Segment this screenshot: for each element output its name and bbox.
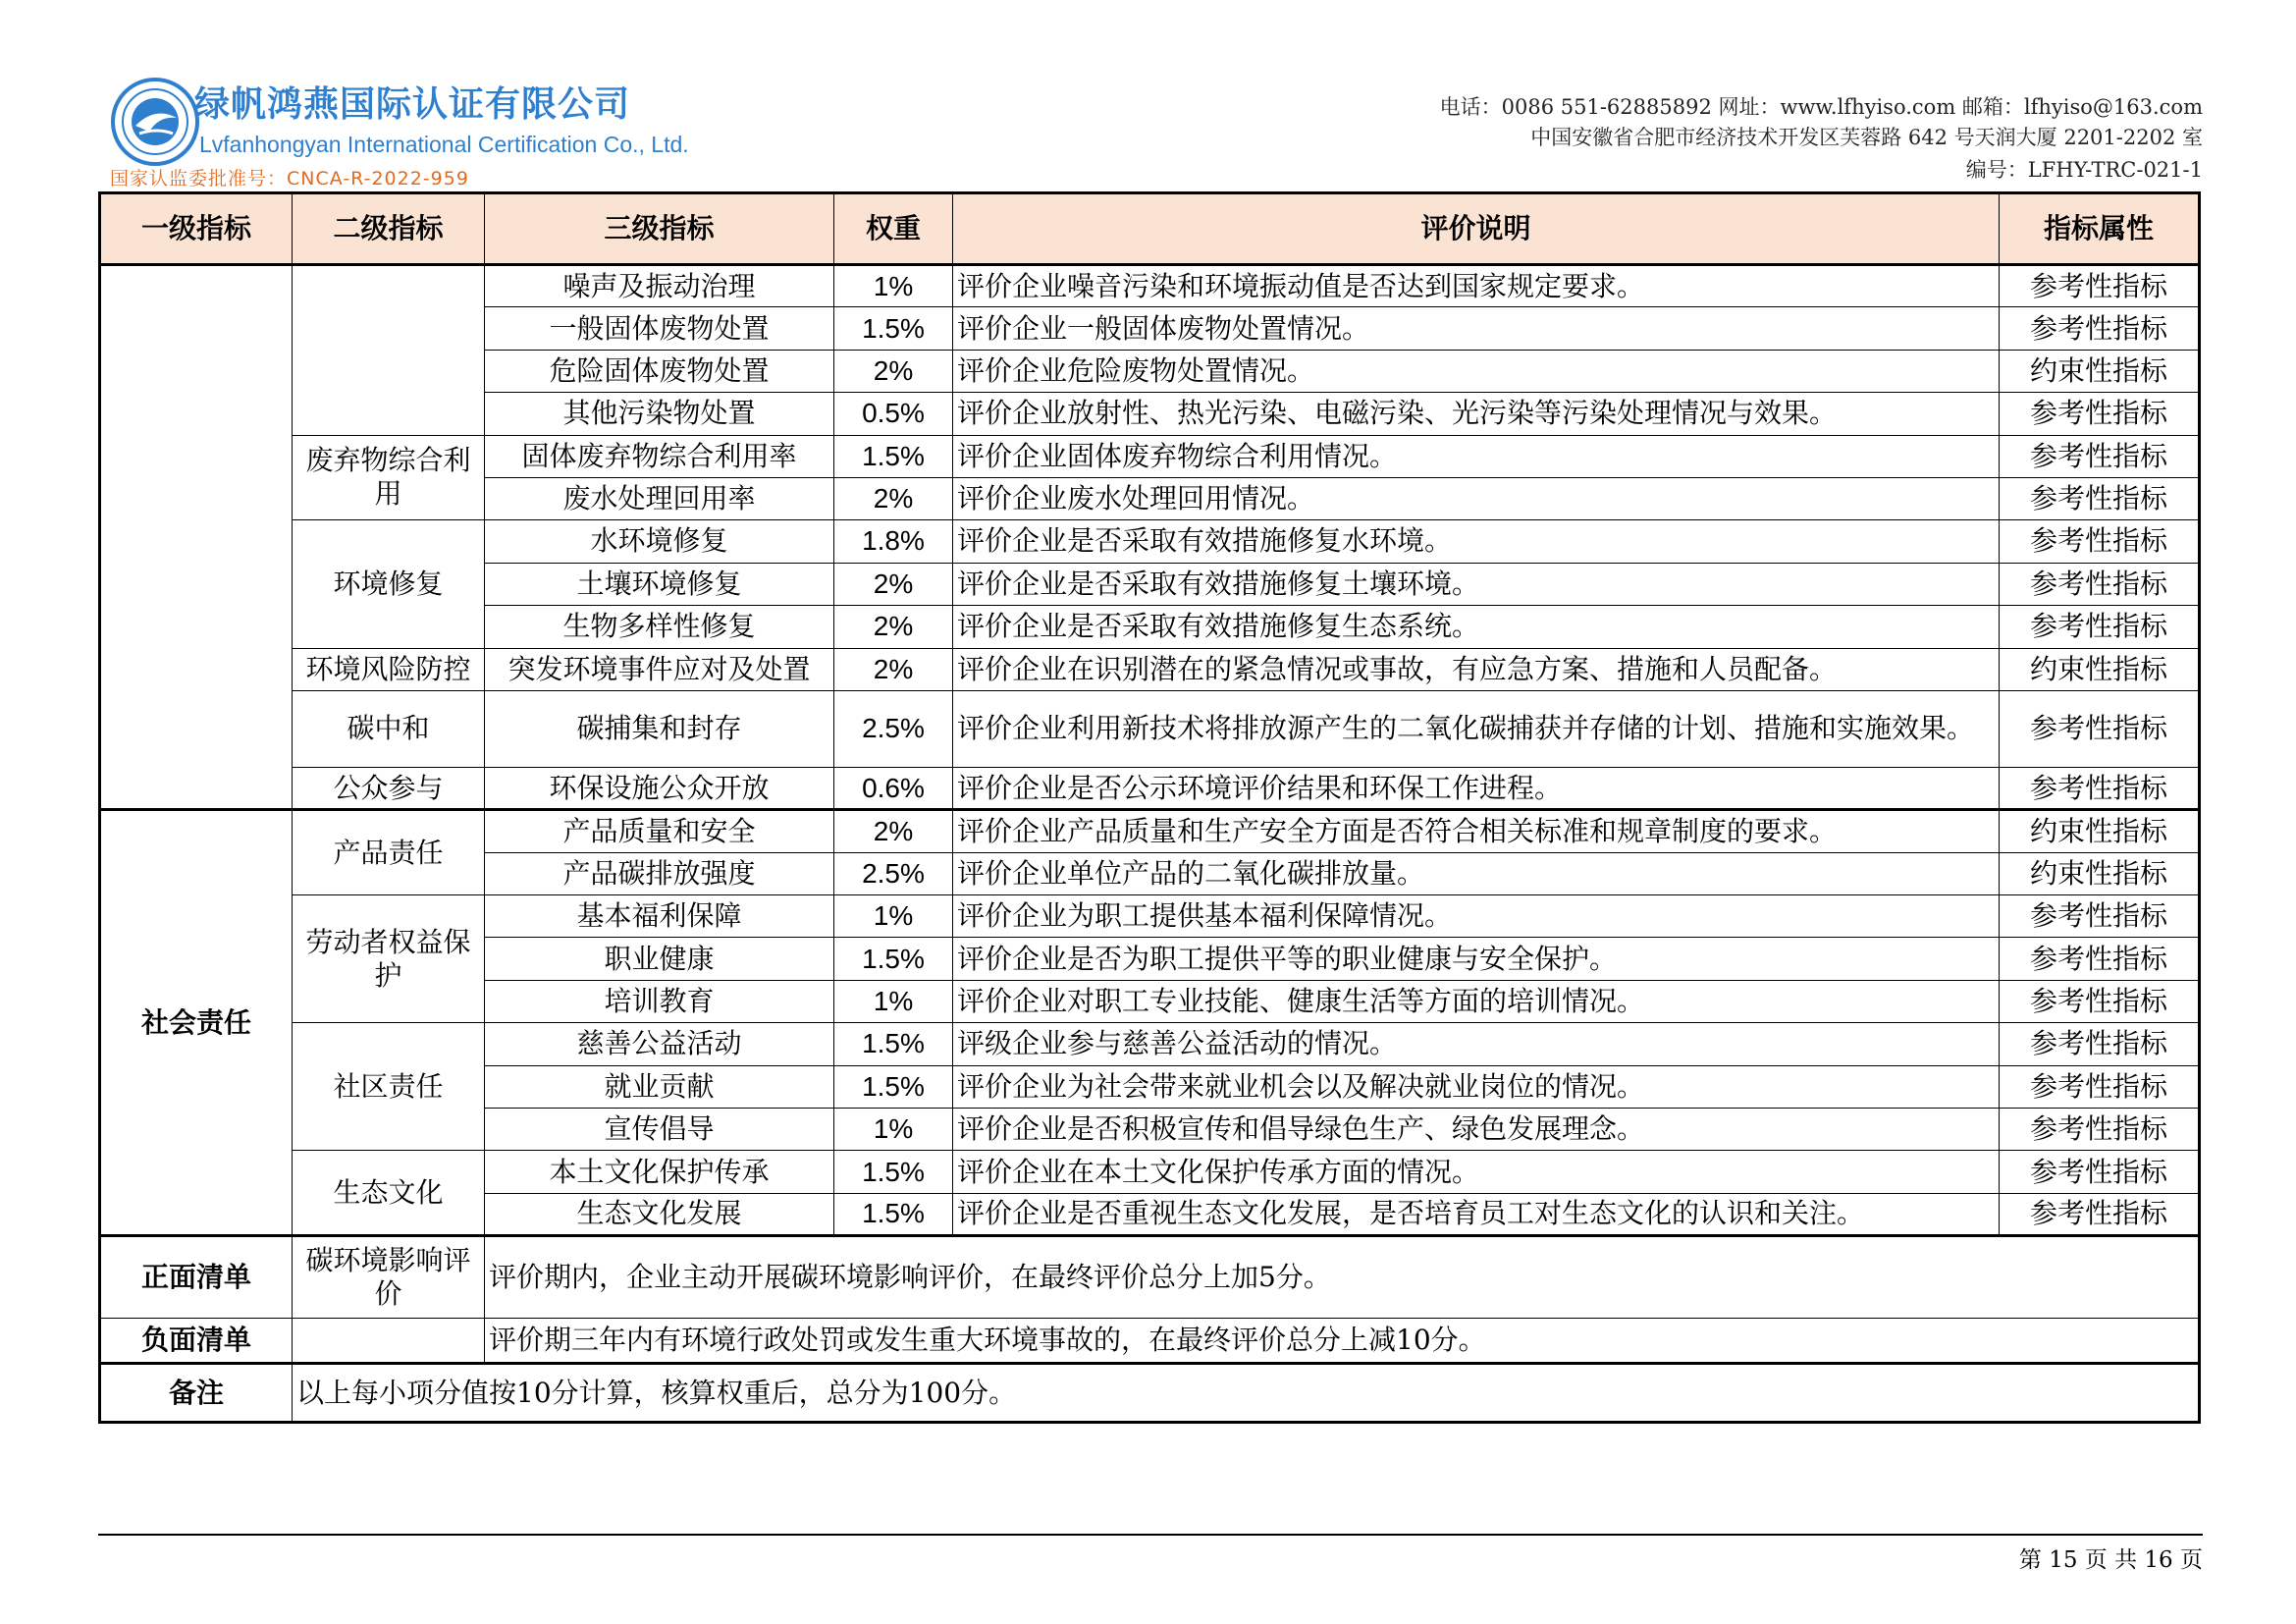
attribute-cell: 参考性指标 [2000,563,2200,605]
attribute-cell: 参考性指标 [2000,938,2200,980]
weight-cell: 1.5% [834,1023,953,1065]
weight-cell: 1% [834,1109,953,1151]
level1-cell-social: 社会责任 [100,810,293,1236]
description-cell: 评价企业是否重视生态文化发展，是否培育员工对生态文化的认识和关注。 [953,1193,2000,1235]
weight-cell: 1% [834,895,953,938]
remark-row [100,1364,2200,1423]
level2-cell: 碳中和 [293,690,485,767]
table-header-row [100,193,2200,265]
document-number: 编号：LFHY-TRC-021-1 [1965,158,2203,182]
attribute-cell: 参考性指标 [2000,265,2200,307]
attribute-cell: 参考性指标 [2000,895,2200,938]
attribute-cell: 参考性指标 [2000,435,2200,477]
positive-list-label: 正面清单 [100,1236,293,1319]
description-cell: 评价企业产品质量和生产安全方面是否符合相关标准和规章制度的要求。 [953,810,2000,852]
description-cell: 评价企业废水处理回用情况。 [953,477,2000,519]
weight-cell: 1.5% [834,1151,953,1193]
company-address: 中国安徽省合肥市经济技术开发区芙蓉路 642 号天润大厦 2201-2202 室 [1530,126,2203,149]
page-number: 第 15 页 共 16 页 [2018,1547,2203,1573]
weight-cell: 1.5% [834,307,953,350]
level2-cell: 环境风险防控 [293,648,485,690]
level3-cell: 培训教育 [485,980,834,1022]
header-level1: 一级指标 [100,193,293,265]
level3-cell: 就业贡献 [485,1065,834,1108]
header-attribute: 指标属性 [2000,193,2200,265]
table-row [100,648,2200,690]
company-logo [110,77,200,167]
level3-cell: 固体废弃物综合利用率 [485,435,834,477]
description-cell: 评价企业对职工专业技能、健康生活等方面的培训情况。 [953,980,2000,1022]
weight-cell: 1% [834,980,953,1022]
weight-cell: 2% [834,477,953,519]
level3-cell: 突发环境事件应对及处置 [485,648,834,690]
level3-cell: 本土文化保护传承 [485,1151,834,1193]
attribute-cell: 参考性指标 [2000,477,2200,519]
level3-cell: 慈善公益活动 [485,1023,834,1065]
negative-list-level2 [293,1319,485,1364]
positive-list-row [100,1236,2200,1319]
level2-cell: 生态文化 [293,1151,485,1236]
level3-cell: 其他污染物处置 [485,393,834,435]
header-level2: 二级指标 [293,193,485,265]
table-row [100,1151,2200,1193]
table-row [100,767,2200,809]
attribute-cell: 约束性指标 [2000,350,2200,392]
weight-cell: 2% [834,350,953,392]
level3-cell: 土壤环境修复 [485,563,834,605]
attribute-cell: 约束性指标 [2000,648,2200,690]
level1-cell [100,265,293,810]
description-cell: 评价企业为社会带来就业机会以及解决就业岗位的情况。 [953,1065,2000,1108]
table-row [100,690,2200,767]
description-cell: 评价企业是否采取有效措施修复水环境。 [953,520,2000,563]
approval-number: 国家认监委批准号：CNCA-R-2022-959 [110,168,469,189]
level2-cell [293,265,485,436]
table-row [100,265,2200,307]
level2-cell: 社区责任 [293,1023,485,1151]
level2-cell: 废弃物综合利用 [293,435,485,520]
level3-cell: 生态文化发展 [485,1193,834,1235]
weight-cell: 1.8% [834,520,953,563]
attribute-cell: 参考性指标 [2000,1065,2200,1108]
level3-cell: 一般固体废物处置 [485,307,834,350]
level3-cell: 职业健康 [485,938,834,980]
footer-divider [98,1534,2203,1536]
table-row [100,810,2200,852]
negative-list-label: 负面清单 [100,1319,293,1364]
table-row [100,435,2200,477]
attribute-cell: 参考性指标 [2000,520,2200,563]
attribute-cell: 约束性指标 [2000,810,2200,852]
description-cell: 评价企业是否积极宣传和倡导绿色生产、绿色发展理念。 [953,1109,2000,1151]
table-row [100,1023,2200,1065]
weight-cell: 2% [834,810,953,852]
description-cell: 评价企业一般固体废物处置情况。 [953,307,2000,350]
weight-cell: 2% [834,606,953,648]
negative-list-text: 评价期三年内有环境行政处罚或发生重大环境事故的，在最终评价总分上减10分。 [485,1319,2200,1364]
attribute-cell: 参考性指标 [2000,393,2200,435]
attribute-cell: 参考性指标 [2000,307,2200,350]
description-cell: 评价企业利用新技术将排放源产生的二氧化碳捕获并存储的计划、措施和实施效果。 [953,690,2000,767]
positive-list-level2: 碳环境影响评价 [293,1236,485,1319]
weight-cell: 2.5% [834,852,953,894]
weight-cell: 1.5% [834,938,953,980]
description-cell: 评价企业是否采取有效措施修复生态系统。 [953,606,2000,648]
table-row [100,520,2200,563]
company-name-en: Lvfanhongyan International Certification Co., Ltd. [199,132,689,157]
description-cell: 评价企业单位产品的二氧化碳排放量。 [953,852,2000,894]
level3-cell: 产品质量和安全 [485,810,834,852]
contact-info: 电话：0086 551-62885892 网址：www.lfhyiso.com 邮箱：lfhyiso@163.com [1439,95,2203,119]
header-weight: 权重 [834,193,953,265]
attribute-cell: 参考性指标 [2000,1193,2200,1235]
level3-cell: 噪声及振动治理 [485,265,834,307]
level3-cell: 碳捕集和封存 [485,690,834,767]
level3-cell: 废水处理回用率 [485,477,834,519]
remark-label: 备注 [100,1364,293,1423]
table-row [100,895,2200,938]
level3-cell: 水环境修复 [485,520,834,563]
header-level3: 三级指标 [485,193,834,265]
level3-cell: 产品碳排放强度 [485,852,834,894]
weight-cell: 1.5% [834,1065,953,1108]
level3-cell: 危险固体废物处置 [485,350,834,392]
evaluation-table [98,191,2201,1424]
attribute-cell: 约束性指标 [2000,852,2200,894]
level3-cell: 基本福利保障 [485,895,834,938]
attribute-cell: 参考性指标 [2000,980,2200,1022]
remark-text: 以上每小项分值按10分计算，核算权重后，总分为100分。 [293,1364,2200,1423]
description-cell: 评价企业是否为职工提供平等的职业健康与安全保护。 [953,938,2000,980]
weight-cell: 2.5% [834,690,953,767]
weight-cell: 1.5% [834,435,953,477]
level3-cell: 宣传倡导 [485,1109,834,1151]
weight-cell: 1.5% [834,1193,953,1235]
description-cell: 评价企业为职工提供基本福利保障情况。 [953,895,2000,938]
weight-cell: 2% [834,563,953,605]
attribute-cell: 参考性指标 [2000,690,2200,767]
description-cell: 评级企业参与慈善公益活动的情况。 [953,1023,2000,1065]
description-cell: 评价企业是否公示环境评价结果和环保工作进程。 [953,767,2000,809]
attribute-cell: 参考性指标 [2000,606,2200,648]
attribute-cell: 参考性指标 [2000,767,2200,809]
level2-cell: 公众参与 [293,767,485,809]
positive-list-text: 评价期内，企业主动开展碳环境影响评价，在最终评价总分上加5分。 [485,1236,2200,1319]
level2-cell: 产品责任 [293,810,485,895]
description-cell: 评价企业是否采取有效措施修复土壤环境。 [953,563,2000,605]
attribute-cell: 参考性指标 [2000,1109,2200,1151]
level2-cell: 劳动者权益保护 [293,895,485,1023]
description-cell: 评价企业危险废物处置情况。 [953,350,2000,392]
description-cell: 评价企业在识别潜在的紧急情况或事故，有应急方案、措施和人员配备。 [953,648,2000,690]
level2-cell: 环境修复 [293,520,485,648]
description-cell: 评价企业在本土文化保护传承方面的情况。 [953,1151,2000,1193]
description-cell: 评价企业放射性、热光污染、电磁污染、光污染等污染处理情况与效果。 [953,393,2000,435]
description-cell: 评价企业固体废弃物综合利用情况。 [953,435,2000,477]
level3-cell: 环保设施公众开放 [485,767,834,809]
attribute-cell: 参考性指标 [2000,1023,2200,1065]
negative-list-row [100,1319,2200,1364]
company-name-cn: 绿帆鸿燕国际认证有限公司 [194,84,631,125]
weight-cell: 0.6% [834,767,953,809]
level3-cell: 生物多样性修复 [485,606,834,648]
attribute-cell: 参考性指标 [2000,1151,2200,1193]
header-description: 评价说明 [953,193,2000,265]
weight-cell: 1% [834,265,953,307]
weight-cell: 2% [834,648,953,690]
description-cell: 评价企业噪音污染和环境振动值是否达到国家规定要求。 [953,265,2000,307]
weight-cell: 0.5% [834,393,953,435]
